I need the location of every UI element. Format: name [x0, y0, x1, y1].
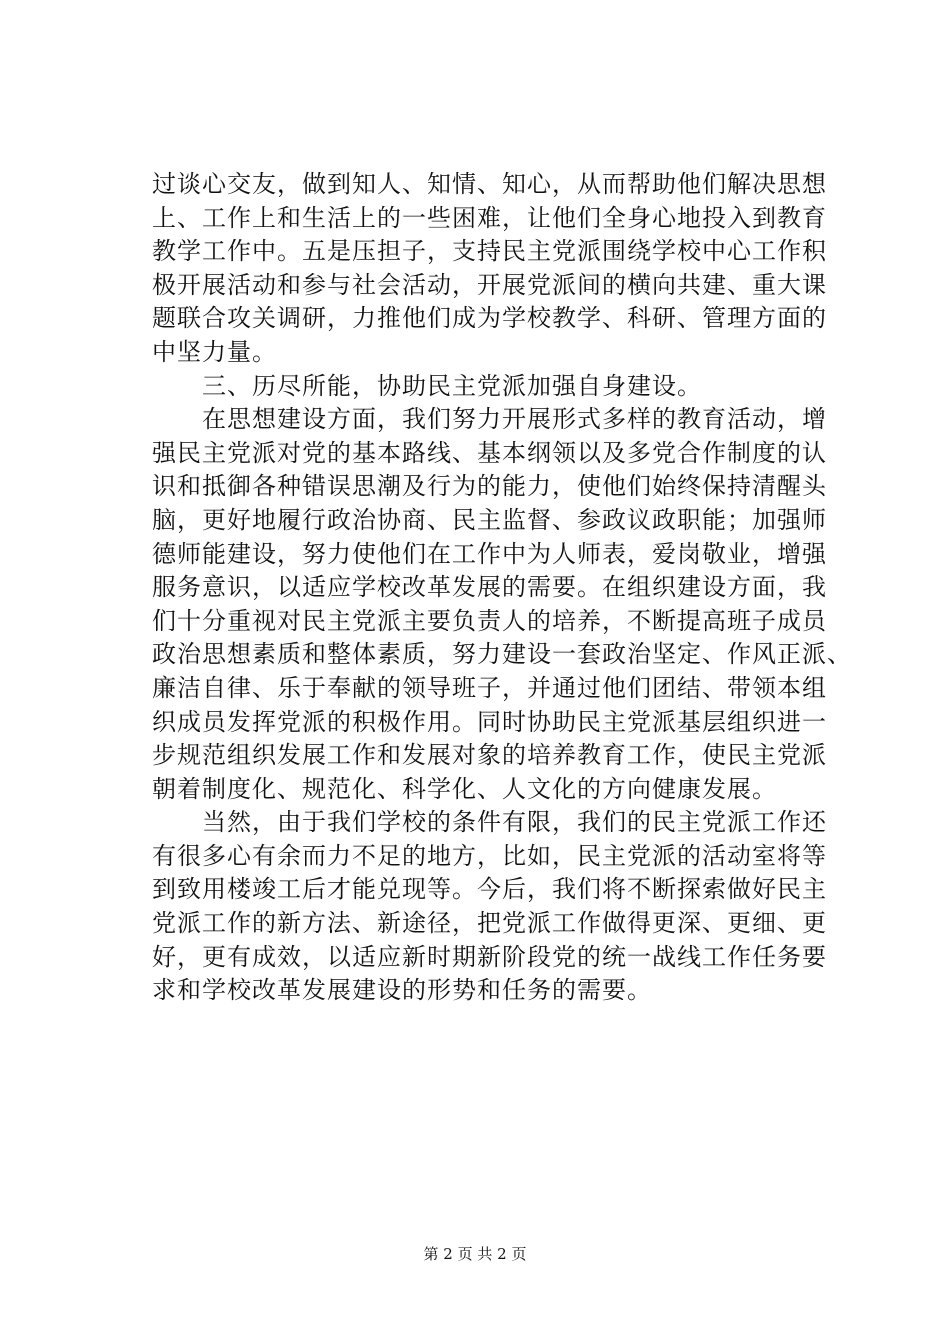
text-line: 识和抵御各种错误思潮及行为的能力，使他们始终保持清醒头 — [152, 472, 827, 501]
text-line: 们十分重视对民主党派主要负责人的培养，不断提高班子成员 — [152, 606, 827, 635]
text-line: 党派工作的新方法、新途径，把党派工作做得更深、更细、更 — [152, 909, 827, 938]
text-line: 朝着制度化、规范化、科学化、人文化的方向健康发展。 — [152, 774, 777, 803]
text-line: 中坚力量。 — [152, 337, 277, 366]
paragraph-start-line: 当然，由于我们学校的条件有限，我们的民主党派工作还 — [202, 808, 827, 837]
text-line: 上、工作上和生活上的一些困难，让他们全身心地投入到教育 — [152, 203, 827, 232]
page-number-footer: 第 2 页 共 2 页 — [423, 1245, 527, 1263]
text-line: 过谈心交友，做到知人、知情、知心，从而帮助他们解决思想 — [152, 170, 827, 198]
text-line: 政治思想素质和整体素质，努力建设一套政治坚定、作风正派、 — [152, 640, 852, 669]
paragraph-start-line: 在思想建设方面，我们努力开展形式多样的教育活动，增 — [202, 405, 827, 434]
text-line: 织成员发挥党派的积极作用。同时协助民主党派基层组织进一 — [152, 707, 827, 736]
text-line: 到致用楼竣工后才能兑现等。今后，我们将不断探索做好民主 — [152, 875, 827, 904]
text-line: 脑，更好地履行政治协商、民主监督、参政议政职能；加强师 — [152, 505, 827, 534]
section-heading: 三、历尽所能，协助民主党派加强自身建设。 — [202, 371, 702, 400]
text-line: 廉洁自律、乐于奉献的领导班子，并通过他们团结、带领本组 — [152, 673, 827, 702]
text-line: 德师能建设，努力使他们在工作中为人师表，爱岗敬业，增强 — [152, 539, 827, 568]
document-body — [152, 168, 852, 1008]
text-line: 求和学校改革发展建设的形势和任务的需要。 — [152, 976, 652, 1005]
text-line: 有很多心有余而力不足的地方，比如，民主党派的活动室将等 — [152, 841, 827, 870]
text-line: 服务意识，以适应学校改革发展的需要。在组织建设方面，我 — [152, 573, 827, 602]
text-line: 题联合攻关调研，力推他们成为学校教学、科研、管理方面的 — [152, 304, 827, 333]
text-line: 步规范组织发展工作和发展对象的培养教育工作，使民主党派 — [152, 741, 827, 770]
text-line: 好，更有成效，以适应新时期新阶段党的统一战线工作任务要 — [152, 942, 827, 971]
text-line: 强民主党派对党的基本路线、基本纲领以及多党合作制度的认 — [152, 438, 827, 467]
text-line: 极开展活动和参与社会活动，开展党派间的横向共建、重大课 — [152, 270, 827, 299]
text-line: 教学工作中。五是压担子，支持民主党派围绕学校中心工作积 — [152, 237, 827, 266]
